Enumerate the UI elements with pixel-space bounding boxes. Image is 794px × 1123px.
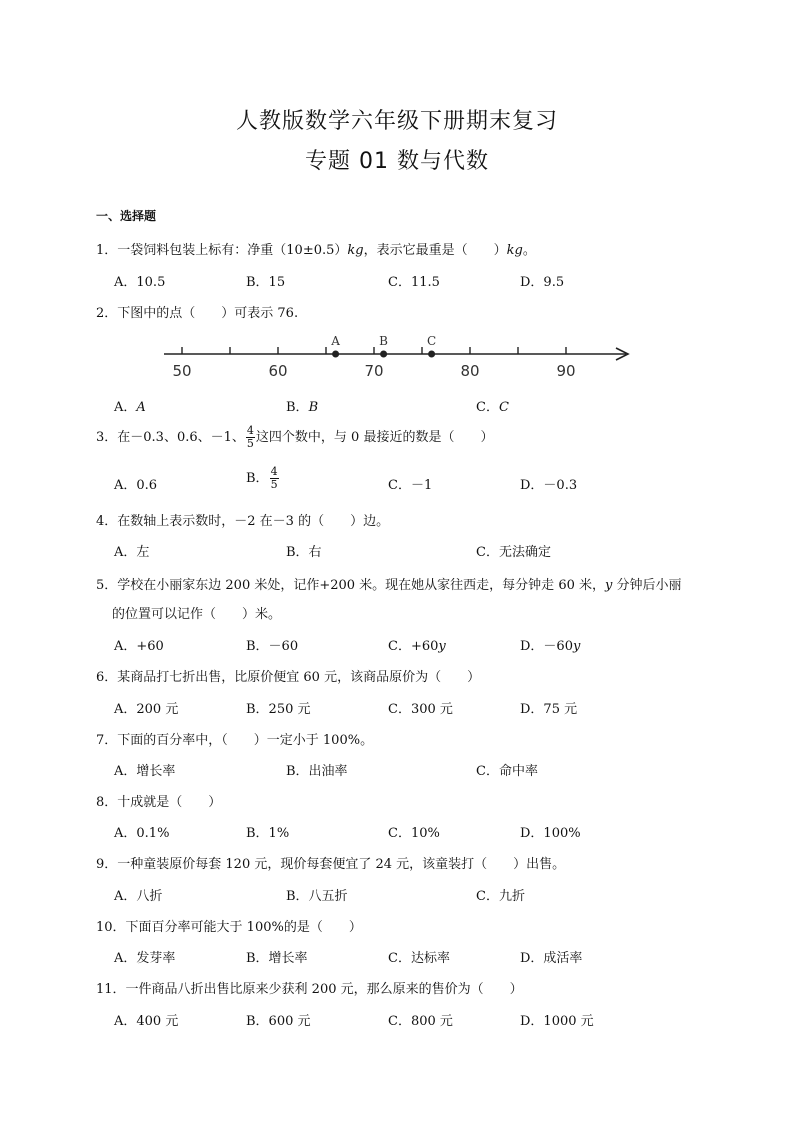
- question-11-option-b[interactable]: B．600 元: [246, 1014, 311, 1029]
- fraction: $\frac{4}{5}$: [246, 424, 254, 450]
- question-5-option-b[interactable]: B．－60: [246, 639, 299, 654]
- question-1-stem: 1．一袋饲料包装上标有：净重（10±0.5）kg，表示它最重是（ ）kg。: [96, 243, 536, 258]
- question-4-stem: 4．在数轴上表示数时，－2 在－3 的（ ）边。: [96, 514, 390, 529]
- point-b: [380, 351, 387, 358]
- question-7-option-c[interactable]: C．命中率: [476, 764, 538, 779]
- question-7-option-b[interactable]: B．出油率: [286, 764, 348, 779]
- question-6-stem: 6．某商品打七折出售，比原价便宜 60 元，该商品原价为（ ）: [96, 670, 481, 685]
- question-5-option-a[interactable]: A．+60: [114, 639, 164, 654]
- question-3-option-d[interactable]: D．－0.3: [520, 478, 578, 493]
- point-a: [332, 351, 339, 358]
- question-1-option-b[interactable]: B．15: [246, 275, 286, 290]
- question-8-option-a[interactable]: A．0.1%: [114, 826, 170, 841]
- question-10-option-c[interactable]: C．达标率: [388, 951, 450, 966]
- point-label-b: B: [379, 334, 389, 348]
- question-5-stem: 5．学校在小丽家东边 200 米处，记作+200 米。现在她从家往西走，每分钟走 60 米，y 分钟后小丽: [96, 578, 682, 593]
- question-8-option-d[interactable]: D．100%: [520, 826, 581, 841]
- question-9-stem: 9．一种童装原价每套 120 元，现价每套便宜了 24 元，该童装打（ ）出售。: [96, 857, 566, 872]
- question-8-option-b[interactable]: B．1%: [246, 826, 290, 841]
- question-6-option-b[interactable]: B．250 元: [246, 702, 311, 717]
- tick-label: 90: [556, 362, 576, 380]
- question-1-option-d[interactable]: D．9.5: [520, 275, 565, 290]
- question-11-option-d[interactable]: D．1000 元: [520, 1014, 594, 1029]
- question-10-stem: 10．下面百分率可能大于 100%的是（ ）: [96, 920, 362, 935]
- question-7-option-a[interactable]: A．增长率: [114, 764, 176, 779]
- tick-label: 50: [172, 362, 192, 380]
- point-label-c: C: [427, 334, 437, 348]
- question-8-stem: 8．十成就是（ ）: [96, 795, 222, 810]
- question-4-option-b[interactable]: B．右: [286, 545, 322, 560]
- question-3-option-b[interactable]: B． $\frac{4}{5}$: [246, 465, 278, 491]
- question-11-option-a[interactable]: A．400 元: [114, 1014, 179, 1029]
- question-2-option-a[interactable]: A．A: [114, 400, 146, 415]
- question-2-option-c[interactable]: C．C: [476, 400, 509, 415]
- question-7-stem: 7．下面的百分率中，（ ）一定小于 100%。: [96, 733, 374, 748]
- tick-label: 80: [460, 362, 480, 380]
- question-6-option-d[interactable]: D．75 元: [520, 702, 578, 717]
- question-11-stem: 11．一件商品八折出售比原来少获利 200 元，那么原来的售价为（ ）: [96, 982, 523, 997]
- section-heading: 一、选择题: [96, 209, 157, 223]
- question-1-option-c[interactable]: C．11.5: [388, 275, 440, 290]
- question-6-option-c[interactable]: C．300 元: [388, 702, 453, 717]
- question-8-option-c[interactable]: C．10%: [388, 826, 440, 841]
- page-subtitle: 专题 01 数与代数: [305, 149, 489, 174]
- question-11-option-c[interactable]: C．800 元: [388, 1014, 453, 1029]
- question-3-option-a[interactable]: A．0.6: [114, 478, 158, 493]
- tick-label: 70: [364, 362, 384, 380]
- number-line: [160, 330, 640, 382]
- point-c: [428, 351, 435, 358]
- question-10-option-b[interactable]: B．增长率: [246, 951, 308, 966]
- question-4-option-a[interactable]: A．左: [114, 545, 150, 560]
- question-9-option-a[interactable]: A．八折: [114, 889, 163, 904]
- tick-label: 60: [268, 362, 288, 380]
- question-2-option-b[interactable]: B．B: [286, 400, 319, 415]
- question-10-option-d[interactable]: D．成活率: [520, 951, 583, 966]
- question-9-option-c[interactable]: C．九折: [476, 889, 525, 904]
- question-9-option-b[interactable]: B．八五折: [286, 889, 348, 904]
- question-3-option-c[interactable]: C．－1: [388, 478, 433, 493]
- question-10-option-a[interactable]: A．发芽率: [114, 951, 176, 966]
- question-5-option-d[interactable]: D．－60y: [520, 639, 581, 654]
- question-2-stem: 2．下图中的点（ ）可表示 76.: [96, 306, 299, 321]
- question-1-option-a[interactable]: A．10.5: [114, 275, 166, 290]
- question-6-option-a[interactable]: A．200 元: [114, 702, 179, 717]
- question-4-option-c[interactable]: C．无法确定: [476, 545, 551, 560]
- question-5-option-c[interactable]: C．+60y: [388, 639, 446, 654]
- page-title: 人教版数学六年级下册期末复习: [235, 109, 558, 134]
- question-5-stem-line2: 的位置可以记作（ ）米。: [112, 607, 282, 622]
- point-label-a: A: [331, 334, 340, 348]
- question-3-stem: 3．在－0.3、0.6、－1、 $\frac{4}{5}$ 这四个数中，与 0 最接近的数是（ ）: [96, 424, 494, 450]
